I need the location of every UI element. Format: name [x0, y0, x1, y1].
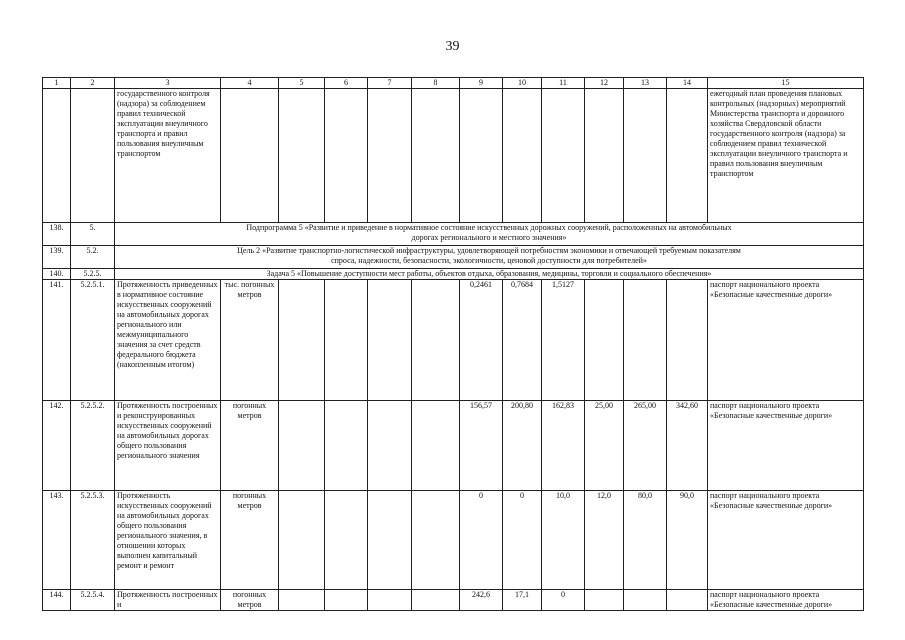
value-col13: 80,0 [624, 491, 667, 590]
value-col10: 0 [503, 491, 542, 590]
data-source: паспорт национального проекта «Безопасные качественные дороги» [708, 280, 864, 401]
column-number: 15 [708, 78, 864, 89]
row-number: 139. [43, 246, 71, 269]
table-row-143 [43, 491, 864, 590]
value-col14 [667, 590, 708, 611]
value-col9: 0 [460, 491, 503, 590]
value-col11: 162,83 [542, 401, 585, 491]
data-source: паспорт национального проекта «Безопасные качественные дороги» [708, 590, 864, 611]
value-col9: 0,2461 [460, 280, 503, 401]
value-col14: 90,0 [667, 491, 708, 590]
row-number: 138. [43, 223, 71, 246]
column-number: 5 [279, 78, 325, 89]
value-col11: 1,5127 [542, 280, 585, 401]
row-number: 142. [43, 401, 71, 491]
column-number: 2 [71, 78, 115, 89]
value-col11: 0 [542, 590, 585, 611]
row-number: 140. [43, 269, 71, 280]
column-number: 4 [221, 78, 279, 89]
task-title: Задача 5 «Повышение доступности мест работы, объектов отдыха, образования, медицины, торговли и социального обеспечения» [115, 269, 864, 280]
data-source: ежегодный план проведения плановых контрольных (надзорных) мероприятий Министерства транспорта и дорожного хозяйства Свердловской области государственного контроля (надзора) за соблюдением правил технической эксплуатации внеуличного транспорта и правил пользования внеуличным транспортом [708, 89, 864, 223]
row-number: 143. [43, 491, 71, 590]
column-number: 13 [624, 78, 667, 89]
value-col9: 156,57 [460, 401, 503, 491]
table-row-141 [43, 280, 864, 401]
row-code: 5.2.5.1. [71, 280, 115, 401]
indicator-name: Протяженность искусственных сооружений на автомобильных дорогах общего пользования регионального значения, в отношении которых выполнен капитальный ремонт и ремонт [115, 491, 221, 590]
column-number: 8 [412, 78, 460, 89]
table-row-144 [43, 590, 864, 611]
row-code: 5.2. [71, 246, 115, 269]
unit: тыс. погонных метров [221, 280, 279, 401]
value-col12: 12,0 [585, 491, 624, 590]
value-col14 [667, 280, 708, 401]
row-number: 141. [43, 280, 71, 401]
value-col13: 265,00 [624, 401, 667, 491]
column-number: 10 [503, 78, 542, 89]
data-source: паспорт национального проекта «Безопасные качественные дороги» [708, 491, 864, 590]
value-col12 [585, 590, 624, 611]
table-row-139 [43, 246, 864, 269]
value-col11: 10,0 [542, 491, 585, 590]
table-row-142 [43, 401, 864, 491]
row-code: 5.2.5.2. [71, 401, 115, 491]
page-number: 39 [445, 39, 460, 54]
column-number: 14 [667, 78, 708, 89]
indicator-name: Протяженность построенных и [115, 590, 221, 611]
indicator-name: государственного контроля (надзора) за соблюдением правил технической эксплуатации внеуличного транспорта и правил пользования внеуличным транспортом [115, 89, 221, 223]
indicator-name: Протяженность приведенных в нормативное состояние искусственных сооружений на автомобильных дорогах регионального или межмуниципального значения за счет средств федерального бюджета (накопленным итогом) [115, 280, 221, 401]
indicator-name: Протяженность построенных и реконструированных искусственных сооружений на автомобильных дорогах общего пользования регионального значения [115, 401, 221, 491]
unit: погонных метров [221, 590, 279, 611]
value-col9: 242,6 [460, 590, 503, 611]
row-code: 5.2.5.3. [71, 491, 115, 590]
table-row-continuation [43, 89, 864, 223]
table-row-138 [43, 223, 864, 246]
column-number: 9 [460, 78, 503, 89]
column-number: 11 [542, 78, 585, 89]
indicators-table [42, 77, 864, 611]
value-col10: 0,7684 [503, 280, 542, 401]
value-col10: 200,80 [503, 401, 542, 491]
value-col13 [624, 590, 667, 611]
goal-title: Цель 2 «Развитие транспортно-логистической инфраструктуры, удовлетворяющей потребностям экономики и отвечающей требуемым показателям спроса, надежности, безопасности, экологичности, ценовой доступности для потребителей» [115, 246, 864, 269]
data-source: паспорт национального проекта «Безопасные качественные дороги» [708, 401, 864, 491]
table-row-140 [43, 269, 864, 280]
column-number: 3 [115, 78, 221, 89]
value-col14: 342,60 [667, 401, 708, 491]
unit: погонных метров [221, 491, 279, 590]
row-code: 5. [71, 223, 115, 246]
row-code: 5.2.5. [71, 269, 115, 280]
value-col12: 25,00 [585, 401, 624, 491]
value-col13 [624, 280, 667, 401]
subprogram-title: Подпрограмма 5 «Развитие и приведение в нормативное состояние искусственных дорожных сооружений, расположенных на автомобильных дорогах регионального и местного значения» [115, 223, 864, 246]
column-number: 6 [325, 78, 368, 89]
column-number: 1 [43, 78, 71, 89]
unit: погонных метров [221, 401, 279, 491]
value-col12 [585, 280, 624, 401]
row-code: 5.2.5.4. [71, 590, 115, 611]
column-number-row [43, 78, 864, 89]
row-number: 144. [43, 590, 71, 611]
column-number: 7 [368, 78, 412, 89]
value-col10: 17,1 [503, 590, 542, 611]
column-number: 12 [585, 78, 624, 89]
